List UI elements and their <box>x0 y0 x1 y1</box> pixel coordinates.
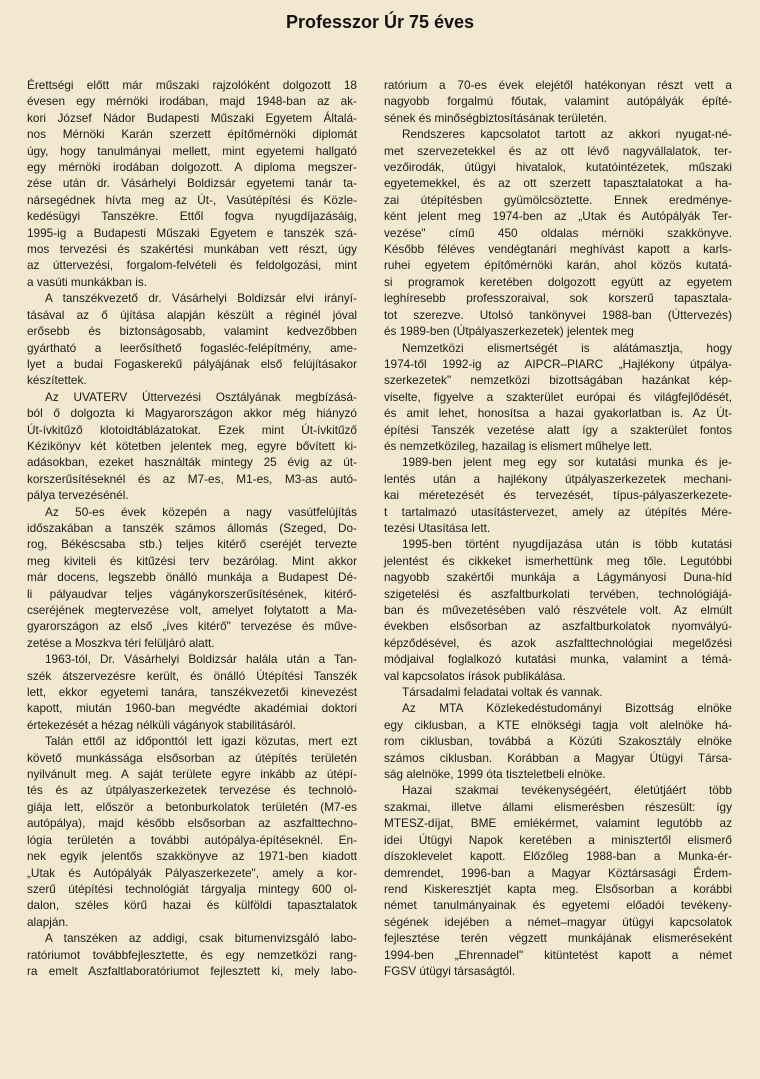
text-line: Érettségi előtt már műszaki rajzolóként dolgozott 18 <box>27 78 357 92</box>
text-line: nársegédnek hívta meg az Út-, Vasútépítési és Közle- <box>27 192 357 207</box>
text-line: Az 50-es évek közepén a nagy vasútfelújítás <box>45 504 357 519</box>
text-line: már docens, legszebb önálló munkája a Budapest Dé- <box>27 570 357 585</box>
text-line: és 1989-ben (Útpályaszerkezetek) jelentek meg <box>384 324 634 339</box>
text-line: tés és az útpályaszerkezetek tervezése és technoló- <box>27 783 357 798</box>
text-line: ratóriumot továbbfejlesztette, és egy nemzetközi rang- <box>27 947 357 962</box>
text-line: úgy, hogy tanulmányai mellett, mint egyetemi hallgató <box>27 143 357 158</box>
text-line: pálya tervezésénél. <box>27 488 129 503</box>
text-line: A tanszékvezető dr. Vásárhelyi Boldizsár elvi irányí- <box>45 291 357 306</box>
text-line: Út-ívkitűző klotoidtáblázatokat. Ezek mint Út-ívkitűző <box>27 422 357 437</box>
text-line: Talán ettől az időponttól lett igazi közutas, mert ezt <box>45 734 357 749</box>
text-line: 1995-ben történt nyugdíjazása után is több kutatási <box>402 537 732 552</box>
text-line: szerkezetek" nemzetközi bizottságában hazánkat kép- <box>384 373 732 388</box>
text-line: t tartalmazó utasítástervezet, amely az útépítés Mére- <box>384 504 732 519</box>
text-line: díszoklevelet kapott. Előzőleg 1988-ban a Munka-ér- <box>384 849 732 864</box>
text-line: li pályaudvar teljes vágánykorszerűsítésének, kitérő- <box>27 586 357 601</box>
article-title: Professzor Úr 75 éves <box>285 12 475 32</box>
text-line: egy mérnöki irodában dolgozott. A diploma megszer- <box>27 160 357 175</box>
text-line: gyártható a leerősíthető fogasléc-felépítmény, ame- <box>27 340 357 355</box>
text-line: az úttervezési, forgalom-felvételi és feldolgozási, mint <box>27 258 357 273</box>
text-line: nagyobb szakértői munkája a Lágymányosi Duna-híd <box>384 570 732 585</box>
text-line: viselte, figyelve a szakterület európai és világfejlődését, <box>384 389 732 404</box>
text-line: nos Mérnöki Karán szerzett építőmérnöki diplomát <box>27 127 357 142</box>
text-line: ság alelnöke, 1999 óta tiszteletbeli elnöke. <box>384 767 606 782</box>
text-line: 1994-ben „Ehrennadel" kitüntetést kapott a német <box>384 947 732 962</box>
text-line: készítettek. <box>27 373 87 388</box>
text-line: ból ő dolgozta ki Magyarországon akkor még hiányzó <box>27 406 357 421</box>
text-line: ratórium a 70-es évek elejétől hatékonyan részt vett a <box>384 78 732 92</box>
text-line: si programok keretében dolgozott együtt az egyetem <box>384 274 732 289</box>
text-line: val kapcsolatos írások publikálása. <box>384 668 566 683</box>
text-line: lógia területén a további autópálya-építéseknél. En- <box>27 832 357 847</box>
text-line: szerű útépítési technológiát tárgyalja mintegy 600 ol- <box>27 881 357 896</box>
text-line: ségének idejében a német–magyar útügyi kapcsolatok <box>384 914 732 929</box>
text-line: Az MTA Közlekedéstudományi Bizottság elnöke <box>402 701 732 716</box>
text-line: idei Útügyi Napok keretében a minisztertől elismerő <box>384 832 732 847</box>
text-line: építési Tanszék vezetése alatt így a szakterület fontos <box>384 422 732 437</box>
text-line: Társadalmi feladatai voltak és vannak. <box>402 685 603 700</box>
text-line: egyetemekkel, és az ott szerzett tapasztalatokat a ha- <box>384 176 732 191</box>
text-line: fejlesztése terén végzett munkájának elismeréseként <box>384 931 732 946</box>
text-line: számos ciklusban. Korábban a Magyar Útügyi Társa- <box>384 750 732 765</box>
text-line: német tanulmányainak és egyetemi előadói tevékeny- <box>384 898 732 913</box>
text-line: vezőirodák, útügyi hivatalok, kutatóintézetek, műszaki <box>384 160 732 175</box>
text-line: zai útépítésben gyümölcsöztette. Ennek eredménye- <box>384 192 732 207</box>
text-line: kai méretezését és tervezését, típus-pályaszerkezete- <box>384 488 732 503</box>
text-line: autópálya), majd később elsősorban az aszfalttechno- <box>27 816 357 831</box>
text-line: erősebb és biztonságosabb, valamint kedvezőbben <box>27 324 357 339</box>
text-line: jelentést és cikkeket ismerhettünk meg tőle. Legutóbbi <box>384 553 732 568</box>
text-line: módjaival foglalkozó kutatási munka, valamint a témá- <box>384 652 732 667</box>
text-line: korszerűsítéseknél és az M7-es, M1-es, M3-as autó- <box>27 471 357 486</box>
text-line: években elsősorban az aszfaltburkolatok nyomvályú- <box>384 619 732 634</box>
text-line: és amit lehet, honosítsa a hazai gyakorlatban is. Az Út- <box>384 406 732 421</box>
text-line: szakmai, illetve állami elismerésben részesült: így <box>384 799 732 814</box>
text-line: Hazai szakmai tevékenységéért, életútjáért több <box>402 783 732 798</box>
text-line: és nemzetközileg, hazailag is elismert műhelye lett. <box>384 438 653 453</box>
text-line: nek egyik jelentős szakkönyve az 1971-ben kiadott <box>27 849 357 864</box>
text-line: tezési Utasítása lett. <box>384 520 491 535</box>
text-line: Az UVATERV Úttervezési Osztályának megbízásá- <box>45 389 357 404</box>
text-line: tot szerezve. Utolsó tankönyvei 1988-ban (Úttervezés) <box>384 307 732 322</box>
text-line: dalon, széles körű hazai és külföldi tapasztalatok <box>27 898 357 913</box>
text-line: vezése" című 450 oldalas mérnöki szakkönyve. <box>384 225 732 240</box>
text-line: lyet a budai Fogaskerekű pályájának első felújításakor <box>27 356 357 371</box>
text-line: időszakában a tanszék számos állomás (Szeged, Do- <box>27 520 357 535</box>
text-line: met szervezetekkel és az ott lévő nagyvállalatok, ter- <box>384 143 732 158</box>
text-line: Kézikönyv két kötetben jelentek meg, egyre bővített ki- <box>27 438 357 453</box>
text-line: 1963-tól, Dr. Vásárhelyi Boldizsár halála után a Tan- <box>45 652 357 667</box>
text-line: lett, ekkor egyetemi tanára, tanszékvezetői kinevezést <box>27 685 357 700</box>
text-line: „Utak és Autópályák Pályaszerkezete", amely a kor- <box>27 865 357 880</box>
text-line: zetése a Moszkva téri felüljáró alatt. <box>27 635 215 650</box>
text-line: Rendszeres kapcsolatot tartott az akkori nyugat-né- <box>402 127 732 142</box>
text-line: kedésügyi Tanszékre. Ettől fogva nyugdíjazásáig, <box>27 209 357 224</box>
text-line: meg kiviteli és kitűzési terv bezárólag. Mint akkor <box>27 553 357 568</box>
text-line: nyilvánult meg. A saját területe egyre inkább az útépí- <box>27 767 357 782</box>
text-line: kori József Nádor Budapesti Műszaki Egyetem Általá- <box>27 110 357 125</box>
text-line: cseréjének megtervezése volt, amelyet folytatott a Ma- <box>27 603 357 617</box>
text-line: A tanszéken az addigi, csak bitumenvizsgáló labo- <box>45 931 357 946</box>
text-line: szék átszervezésre került, és önálló Útépítési Tanszék <box>27 668 357 683</box>
text-line: MTESZ-díjat, BME emlékérmet, valamint legutóbb az <box>384 816 732 831</box>
text-line: értekezését a hézag nélküli vágányok stabilitásáról. <box>27 717 296 732</box>
text-line: Később féléves vendégtanári meghívást kapott a karls- <box>384 242 732 257</box>
text-line: giája lett, először a betonburkolatok területén (M7-es <box>27 799 357 814</box>
text-line: ban és művezetésében való részvétele volt. Az elmúlt <box>384 603 732 617</box>
text-line: sének és minőségbiztosításának területén. <box>384 110 607 125</box>
text-line: 1989-ben jelent meg egy sor kutatási munka és je- <box>402 455 732 470</box>
text-column-left <box>27 77 357 979</box>
text-line: leghíresebb professzoraival, sok korszerű tapasztala- <box>384 291 732 306</box>
text-line: rom ciklusban, továbbá a Közúti Szakosztály elnöke <box>384 734 732 749</box>
text-line: ként jelent meg 1974-ben az „Utak és Autópályák Ter- <box>384 209 732 224</box>
text-line: adásokban, ezeket használták mintegy 25 évig az út- <box>27 455 357 470</box>
text-line: évesen egy mérnöki irodában, majd 1948-ban az ak- <box>27 94 357 109</box>
text-line: mos tervezési és szakértési munkában vett részt, úgy <box>27 242 357 257</box>
text-line: demrendet, 1996-ban a Magyar Köztársasági Érdem- <box>384 865 732 880</box>
text-line: rog, Békéscsaba stb.) teljes kitérő cseréjét tervezte <box>27 537 357 552</box>
text-line: ra emelt Aszfaltlaboratóriumot fejlesztett ki, mely labo- <box>27 963 357 978</box>
text-line: ruhei egyetem építőmérnöki karán, ahol közös kutatá- <box>384 258 732 273</box>
text-line: a vasúti munkákban is. <box>27 274 147 289</box>
text-line: lentés után a hajlékony útpályaszerkezetek mechani- <box>384 471 732 486</box>
text-line: nagyobb forgalmú főutak, valamint autópályák építé- <box>384 94 732 109</box>
text-line: rend Kiskeresztjét kapta meg. Elsősorban a korábbi <box>384 881 732 896</box>
text-line: egy ciklusban, a KTE elnökségi tagja volt alelnöke há- <box>384 717 732 732</box>
text-line: gyarországon az első „íves kitérő" tervezése és műve- <box>27 619 357 634</box>
text-line: szigetelési és aszfaltburkolati tervében, technológiájá- <box>384 586 732 601</box>
text-column-right <box>384 77 732 979</box>
text-line: zése után dr. Vásárhelyi Boldizsár egyetemi tanár ta- <box>27 176 357 191</box>
text-line: kapott, miután 1960-ban megvédte akadémiai doktori <box>27 701 357 716</box>
text-line: 1974-től 1992-ig az AIPCR–PIARC „Hajlékony útpálya- <box>384 356 732 371</box>
text-line: követő munkássága elsősorban az útépítés területén <box>27 750 357 765</box>
text-line: Nemzetközi elismertségét is alátámasztja, hogy <box>402 340 732 355</box>
text-line: FGSV útügyi társaságtól. <box>384 963 516 978</box>
text-line: alapján. <box>27 914 69 929</box>
text-line: tásával az ő újítása alapján készült a réginél jóval <box>27 307 357 322</box>
text-line: 1995-ig a Budapesti Műszaki Egyetem e tanszék szá- <box>27 225 357 240</box>
text-line: képződésével, és azok aszfalttechnológiai megelőzési <box>384 635 732 650</box>
